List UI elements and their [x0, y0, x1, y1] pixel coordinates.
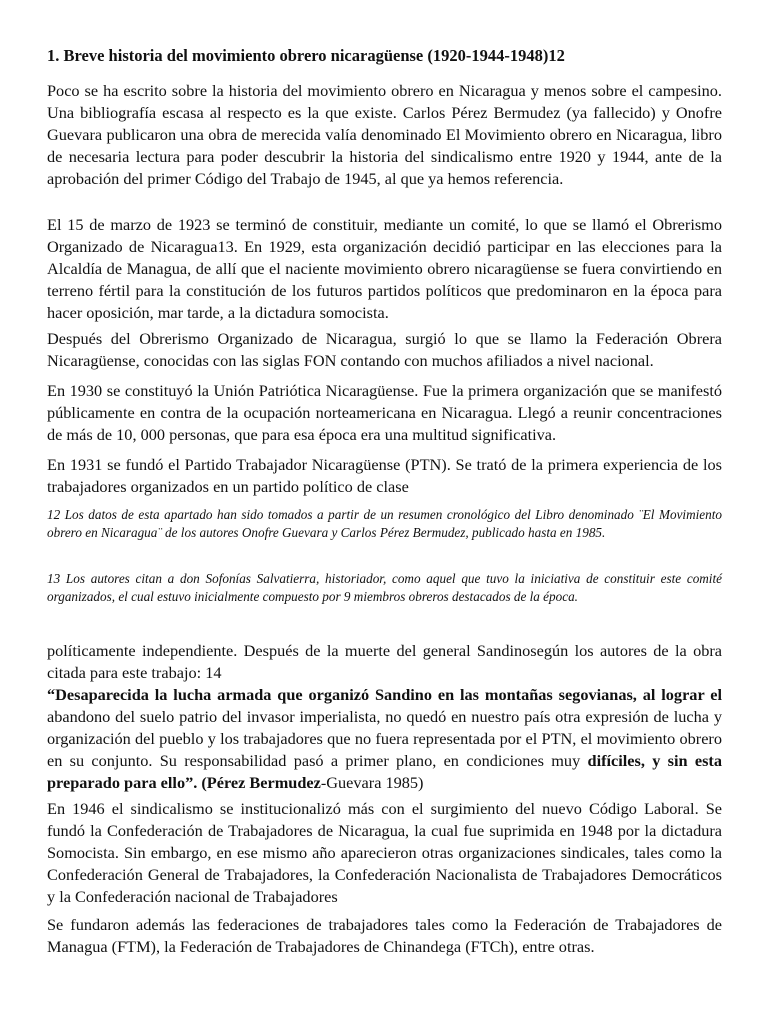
section-title: 1. Breve historia del movimiento obrero nicaragüense (1920-1944-1948)12: [47, 46, 565, 65]
quote-opening: “Desaparecida la lucha armada que organizó Sandino en las montañas segovianas, al lograr el: [47, 685, 722, 704]
paragraph-fon: Después del Obrerismo Organizado de Nicaragua, surgió lo que se llamo la Federación Obrera Nicaragüense, conocidas con las siglas FON contando con muchos afiliados a nivel nacional.: [47, 329, 722, 370]
paragraph-sandino: políticamente independiente. Después de la muerte del general Sandinosegún los autores de la obra citada para este trabajo: 14: [47, 641, 722, 682]
paragraph-1931: En 1931 se fundó el Partido Trabajador Nicaragüense (PTN). Se trató de la primera experiencia de los trabajadores organizados en un partido político de clase: [47, 455, 722, 496]
paragraph-1923: El 15 de marzo de 1923 se terminó de constituir, mediante un comité, lo que se llamó el Obrerismo Organizado de Nicaragua13. En 1929, esta organización decidió participar en las elecciones para la Alcaldía de Managua, de allí que el naciente movimiento obrero nicaragüense se fuera convirtiendo en terreno fértil para la constitución de los futuros partidos políticos que predominaron en la época para hacer oposición, mar tarde, a la dictadura somocista.: [47, 215, 722, 322]
paragraph-intro: Poco se ha escrito sobre la historia del movimiento obrero en Nicaragua y menos sobre el campesino. Una bibliografía escasa al respecto es la que existe. Carlos Pérez Bermudez (ya fallecido) y Onofre Guevara publicaron una obra de merecida valía denominado El Movimiento obrero en Nicaragua, libro de necesaria lectura para poder descubrir la historia del sindicalismo entre 1920 y 1944, ante de la aprobación del primer Código del Trabajo de 1945, al que ya hemos referencia.: [47, 81, 722, 188]
quote-closing: difíciles, y sin esta preparado para ello”. (Pérez Bermudez: [47, 750, 722, 792]
footnote-12: 12 Los datos de esta apartado han sido tomados a partir de un resumen cronológico del Libro denominado ¨El Movimiento obrero en Nicaragua¨ de los autores Onofre Guevara y Carlos Pérez Bermudez, publicado hasta en 1985.: [47, 507, 722, 540]
paragraph-federaciones: Se fundaron además las federaciones de trabajadores tales como la Federación de Trabajadores de Managua (FTM), la Federación de Trabajadores de Chinandega (FTCh), entre otras.: [47, 915, 722, 956]
quote-block: [47, 684, 722, 794]
paragraph-1930: En 1930 se constituyó la Unión Patriótica Nicaragüense. Fue la primera organización que se manifestó públicamente en contra de la ocupación norteamericana en Nicaragua. Llegó a reunir concentraciones de más de 10, 000 personas, que para esa época era una multitud significativa.: [47, 381, 722, 444]
quote-body: abandono del suelo patrio del invasor imperialista, no quedó en nuestro país otra expresión de lucha y organización del pueblo y los trabajadores que no fuera representada por el PTN, el movimiento obrero en su conjunto. Su responsabilidad pasó a primer plano, en condiciones muy: [47, 706, 722, 770]
quote-citation-tail: -Guevara 1985): [320, 772, 424, 792]
paragraph-1946: En 1946 el sindicalismo se institucionalizó más con el surgimiento del nuevo Código Laboral. Se fundó la Confederación de Trabajadores de Nicaragua, la cual fue suprimida en 1948 por la dictadura Somocista. Sin embargo, en ese mismo año aparecieron otras organizaciones sindicales, tales como la Confederación General de Trabajadores, la Confederación Nacionalista de Trabajadores Democráticos y la Confederación nacional de Trabajadores: [47, 799, 722, 906]
footnote-13: 13 Los autores citan a don Sofonías Salvatierra, historiador, como aquel que tuvo la iniciativa de constituir este comité organizados, el cual estuvo inicialmente compuesto por 9 miembros obreros destacados de la época.: [47, 571, 722, 604]
